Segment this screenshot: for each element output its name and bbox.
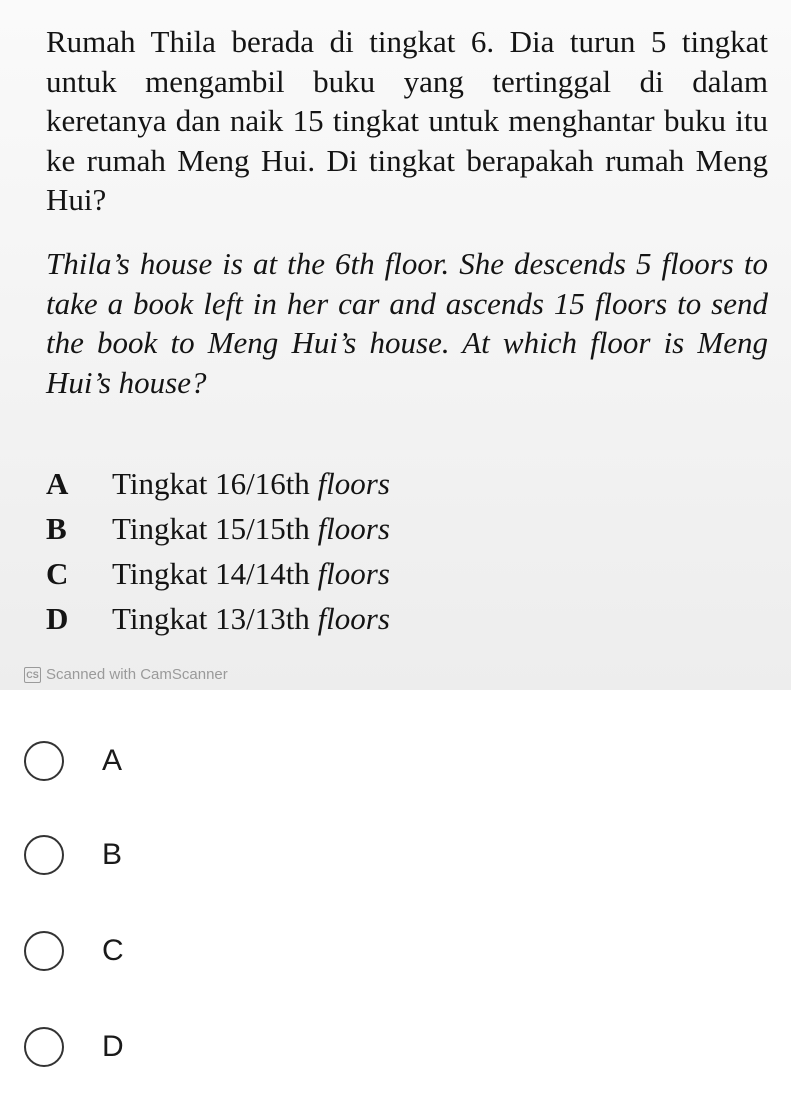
watermark-text: Scanned with CamScanner xyxy=(46,666,228,683)
answer-label-a: A xyxy=(102,744,123,777)
camscanner-icon: CS xyxy=(24,667,41,683)
option-b xyxy=(46,506,390,551)
option-letter: A xyxy=(46,466,69,501)
option-unit: floors xyxy=(317,511,390,546)
option-unit: floors xyxy=(317,556,390,591)
option-text: Tingkat 15/15th xyxy=(112,511,310,546)
answer-choice-c[interactable] xyxy=(24,926,224,976)
option-text: Tingkat 14/14th xyxy=(112,556,310,591)
answer-choice-a[interactable] xyxy=(24,736,224,786)
answer-label-d: D xyxy=(102,1030,124,1063)
answer-choice-b[interactable] xyxy=(24,830,224,880)
answer-choice-d[interactable] xyxy=(24,1022,224,1072)
option-unit: floors xyxy=(317,601,390,636)
option-c xyxy=(46,551,390,596)
question-text-english: Thila’s house is at the 6th floor. She descends 5 floors to take a book left in her car and ascends 15 floors to send the book to Meng Hui’s house. At which floor is Meng Hui’s house? xyxy=(46,246,768,400)
camscanner-watermark xyxy=(24,666,228,683)
radio-button-b[interactable] xyxy=(24,835,64,875)
option-a xyxy=(46,461,390,506)
option-d xyxy=(46,596,390,641)
option-text: Tingkat 13/13th xyxy=(112,601,310,636)
option-text: Tingkat 16/16th xyxy=(112,466,310,501)
option-list xyxy=(46,461,390,641)
option-letter: D xyxy=(46,601,69,636)
option-letter: C xyxy=(46,556,69,591)
option-unit: floors xyxy=(317,466,390,501)
option-letter: B xyxy=(46,511,67,546)
radio-button-a[interactable] xyxy=(24,741,64,781)
question-text-malay: Rumah Thila berada di tingkat 6. Dia turun 5 tingkat untuk mengambil buku yang tertinggal di dalam keretanya dan naik 15 tingkat untuk menghantar buku itu ke rumah Meng Hui. Di tingkat berapakah rumah Meng Hui? xyxy=(46,24,768,217)
radio-button-c[interactable] xyxy=(24,931,64,971)
radio-button-d[interactable] xyxy=(24,1027,64,1067)
answer-label-c: C xyxy=(102,934,124,967)
answer-label-b: B xyxy=(102,838,123,871)
